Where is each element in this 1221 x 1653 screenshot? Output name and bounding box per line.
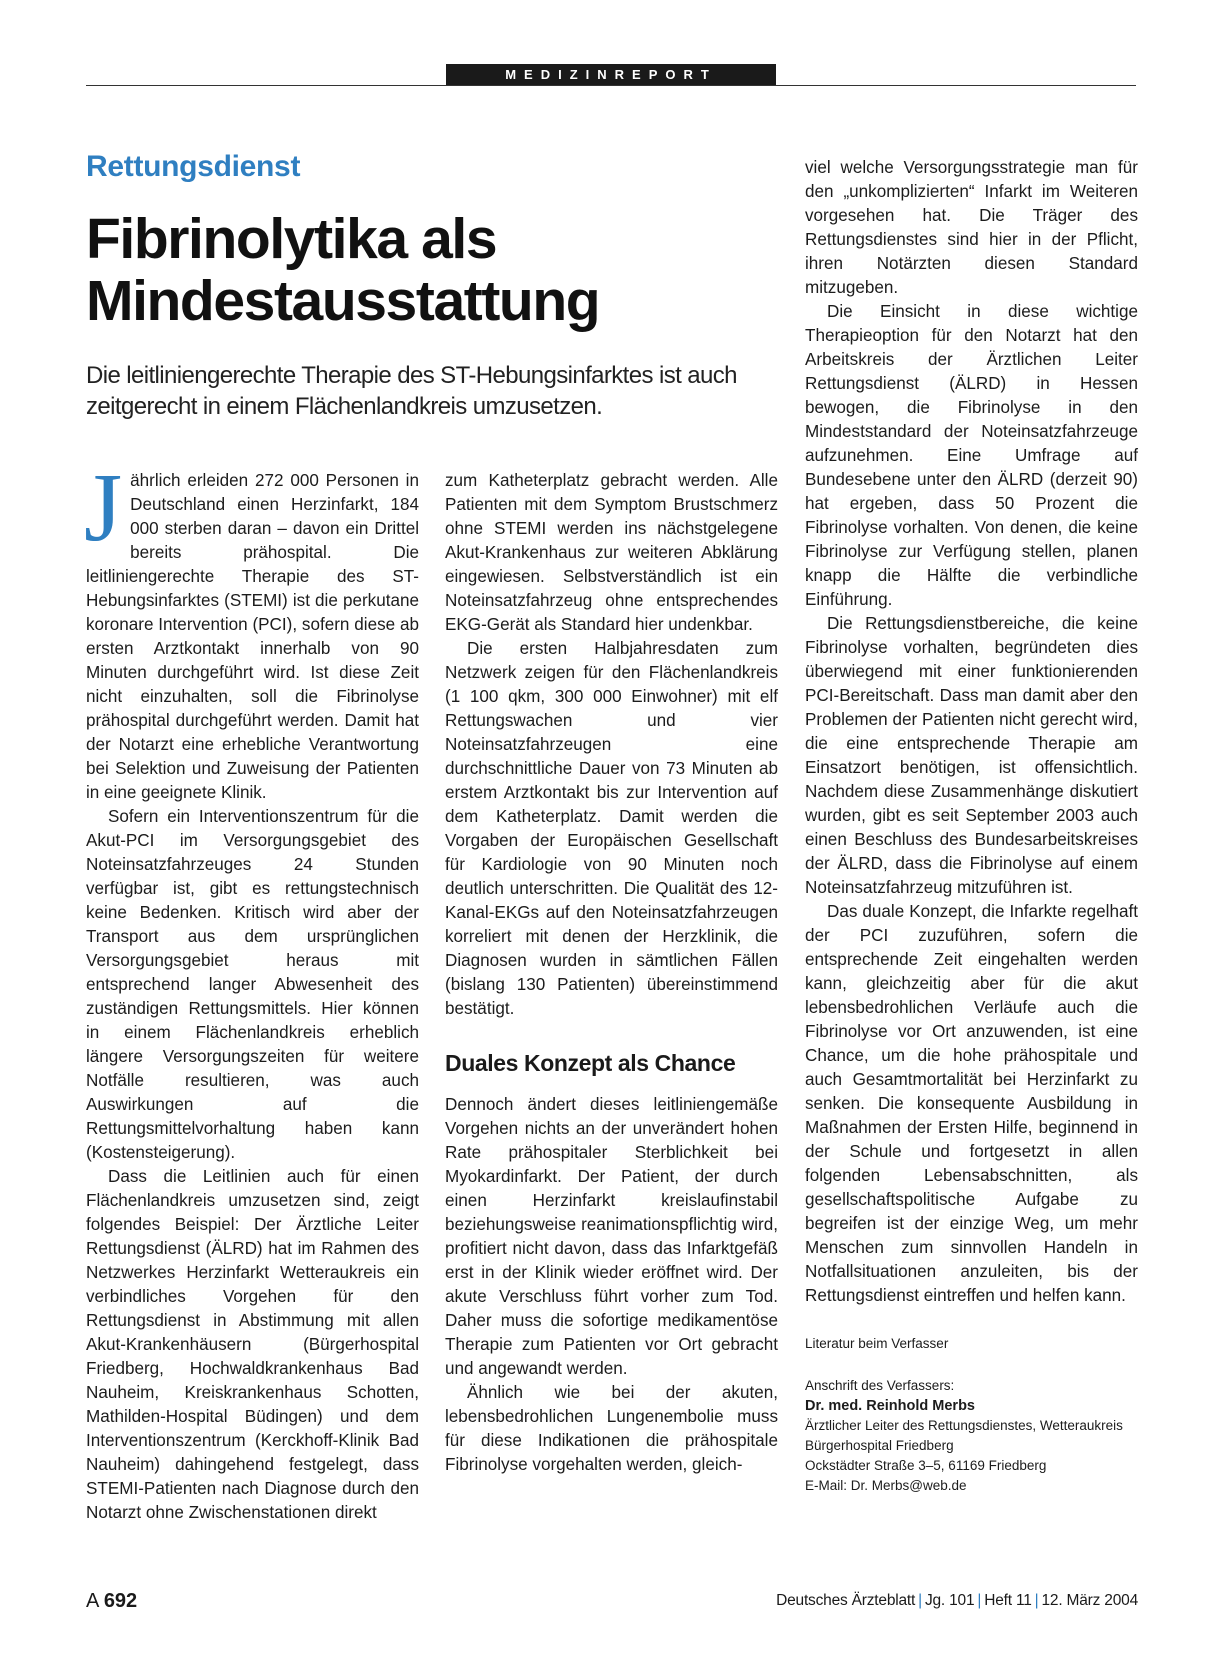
section-tag: MEDIZINREPORT <box>446 64 776 86</box>
journal-issue: Heft 11 <box>984 1592 1032 1609</box>
title-line-1: Fibrinolytika als <box>86 207 497 271</box>
footer-separator: | <box>918 1592 922 1609</box>
author-address <box>805 1376 1138 1496</box>
footer-separator: | <box>977 1592 982 1609</box>
paragraph-text: ährlich erleiden 272 000 Personen in Deutschland einen Herzinfarkt, 184 000 sterben daran – davon ein Drittel bereits prähospital. Die leitliniengerechte Therapie des ST-Hebungsinfarktes (STEMI) ist die perkutane koronare Intervention (PCI), sofern diese ab ersten Arztkontakt innerhalb von 90 Minuten durchgeführt wird. Ist diese Zeit nicht einzuhalten, soll die Fibrinolyse prähospital durchgeführt werden. Damit hat der Notarzt eine erhebliche Verantwortung bei Selektion und Zuweisung der Patienten in eine geeignete Klinik. <box>86 471 419 802</box>
address-label: Anschrift des Verfassers: <box>805 1378 955 1393</box>
footer-separator: | <box>1034 1592 1039 1609</box>
body-column-1 <box>84 454 419 1525</box>
author-name: Dr. med. Reinhold Merbs <box>805 1398 975 1414</box>
drop-cap: J <box>84 454 123 562</box>
literature-note: Literatur beim Verfasser <box>805 1336 949 1351</box>
paragraph: Die Rettungsdienstbereiche, die keine Fibrinolyse vorhalten, begründeten dies überwiegend mit einer funktionierenden PCI-Bereitschaft. Dass man damit aber den Problemen der Patienten nicht gerecht wird, die eine entsprechende Therapie am Einsatzort benötigen, ist offensichtlich. Nachdem diese Zusammenhänge diskutiert wurden, gibt es seit September 2003 auch einen Beschluss des Bundesarbeitskreises der ÄLRD, dass die Fibrinolyse auf einem Noteinsatzfahrzeug mitzuführen ist. <box>805 614 1138 897</box>
section-subheading: Duales Konzept als Chance <box>445 1050 736 1076</box>
title-line-2: Mindestausstattung <box>86 269 600 333</box>
paragraph: Die Einsicht in diese wichtige Therapieoption für den Notarzt hat den Arbeitskreis der Ärztlichen Leiter Rettungsdienst (ÄLRD) in Hessen bewogen, die Fibrinolyse in den Mindeststandard der Noteinsatzfahrzeuge aufzunehmen. Eine Umfrage auf Bundesebene unter den ÄLRD (derzeit 90) hat ergeben, dass 50 Prozent die Fibrinolyse vorhalten. Von denen, die keine Fibrinolyse zur Verfügung stellen, planen knapp die Hälfte die verbindliche Einführung. <box>805 302 1138 609</box>
paragraph: Sofern ein Interventionszentrum für die Akut-PCI im Versorgungsgebiet des Noteinsatzfahrzeuges 24 Stunden verfügbar ist, gibt es rettungstechnisch keine Bedenken. Kritisch wird aber der Transport aus dem ursprünglichen Versorgungsgebiet heraus mit entsprechend langer Abwesenheit des zuständigen Rettungsmittels. Hier können in einem Flächenlandkreis erheblich längere Versorgungszeiten für weitere Notfälle resultieren, was auch Auswirkungen auf die Rettungsmittelvorhaltung haben kann (Kostensteigerung). <box>86 807 419 1162</box>
paragraph: Ähnlich wie bei der akuten, lebensbedrohlichen Lungenembolie muss für diese Indikationen die prähospitale Fibrinolyse vorgehalten werden, gleich- <box>445 1383 778 1474</box>
journal-date: 12. März 2004 <box>1041 1592 1138 1609</box>
paragraph: Dass die Leitlinien auch für einen Flächenlandkreis umzusetzen sind, zeigt folgendes Beispiel: Der Ärztliche Leiter Rettungsdienst (ÄLRD) hat im Rahmen des Netzwerkes Herzinfarkt Wetteraukreis ein verbindliches Vorgehen für den Rettungsdienst in Abstimmung mit allen Akut-Krankenhäusern (Bürgerhospital Friedberg, Hochwaldkrankenhaus Bad Nauheim, Kreiskrankenhaus Schotten, Mathilden-Hospital Büdingen) und dem Interventionszentrum (Kerckhoff-Klinik Bad Nauheim) dahingehend festgelegt, dass STEMI-Patienten nach Diagnose durch den Notarzt ohne Zwischenstationen direkt <box>86 1167 419 1522</box>
address-line: Bürgerhospital Friedberg <box>805 1438 954 1453</box>
article-kicker: Rettungsdienst <box>86 150 301 183</box>
page-number <box>86 1590 137 1613</box>
author-email: E-Mail: Dr. Merbs@web.de <box>805 1478 967 1493</box>
address-line: Ockstädter Straße 3–5, 61169 Friedberg <box>805 1458 1047 1473</box>
article-lead: Die leitliniengerechte Therapie des ST-Hebungsinfarktes ist auch zeitgerecht in einem Flächenlandkreis umzusetzen. <box>86 362 737 420</box>
journal-volume: Jg. 101 <box>924 1592 975 1609</box>
journal-name: Deutsches Ärzteblatt <box>776 1592 916 1609</box>
page-prefix: A <box>86 1590 99 1612</box>
article-title <box>86 208 766 332</box>
body-column-2 <box>445 469 778 1477</box>
address-line: Ärztlicher Leiter des Rettungsdienstes, Wetteraukreis <box>805 1418 1123 1433</box>
body-column-3 <box>805 156 1138 1496</box>
page-number-value: 692 <box>103 1590 138 1612</box>
paragraph: Die ersten Halbjahresdaten zum Netzwerk zeigen für den Flächenlandkreis (1 100 qkm, 300 000 Einwohner) mit elf Rettungswachen und vier Noteinsatzfahrzeugen eine durchschnittliche Dauer von 73 Minuten ab erstem Arztkontakt bis zur Intervention auf dem Katheterplatz. Damit werden die Vorgaben der Europäischen Gesellschaft für Kardiologie von 90 Minuten noch deutlich unterschritten. Die Qualität des 12-Kanal-EKGs auf den Noteinsatzfahrzeugen korreliert mit denen der Herzklinik, die Diagnosen wurden in sämtlichen Fällen (bislang 130 Patienten) übereinstimmend bestätigt. <box>445 639 778 1018</box>
top-rule <box>86 85 1136 86</box>
paragraph: zum Katheterplatz gebracht werden. Alle Patienten mit dem Symptom Brustschmerz ohne STEMI werden ins nächstgelegene Akut-Krankenhaus zur weiteren Abklärung eingewiesen. Selbstverständlich ist ein Noteinsatzfahrzeug ohne entsprechendes EKG-Gerät als Standard hier undenkbar. <box>445 471 778 634</box>
paragraph <box>84 454 419 805</box>
paragraph: Dennoch ändert dieses leitliniengemäße Vorgehen nichts an der unverändert hohen Rate prähospitaler Sterblichkeit bei Myokardinfarkt. Der Patient, der durch einen Herzinfarkt kreislaufinstabil beziehungsweise reanimationspflichtig wird, profitiert nicht davon, dass das Infarktgefäß erst in der Klinik wieder eröffnet wird. Der akute Verschluss führt vorher zum Tod. Daher muss die sofortige medikamentöse Therapie zum Patienten vor Ort gebracht und angewandt werden. <box>445 1095 778 1378</box>
paragraph: Das duale Konzept, die Infarkte regelhaft der PCI zuzuführen, sofern die entsprechende Zeit eingehalten werden kann, gleichzeitig aber für die akut lebensbedrohlichen Verläufe auch die Fibrinolyse vor Ort anzuwenden, ist eine Chance, um die hohe prähospitale und auch Gesamtmortalität bei Herzinfarkt zu senken. Die konsequente Ausbildung in Maßnahmen der Ersten Hilfe, beginnend in der Schule und fortgesetzt in allen folgenden Lebensabschnitten, als gesellschaftspolitische Aufgabe zu begreifen ist der einzige Weg, um mehr Menschen zum sinnvollen Handeln in Notfallsituationen anzuleiten, bis der Rettungsdienst eintreffen und helfen kann. <box>805 902 1138 1305</box>
paragraph: viel welche Versorgungsstrategie man für den „unkomplizierten“ Infarkt im Weiteren vorgesehen hat. Die Träger des Rettungsdienstes sind hier in der Pflicht, ihren Notärzten diesen Standard mitzugeben. <box>805 158 1138 297</box>
journal-footer <box>776 1592 1138 1610</box>
